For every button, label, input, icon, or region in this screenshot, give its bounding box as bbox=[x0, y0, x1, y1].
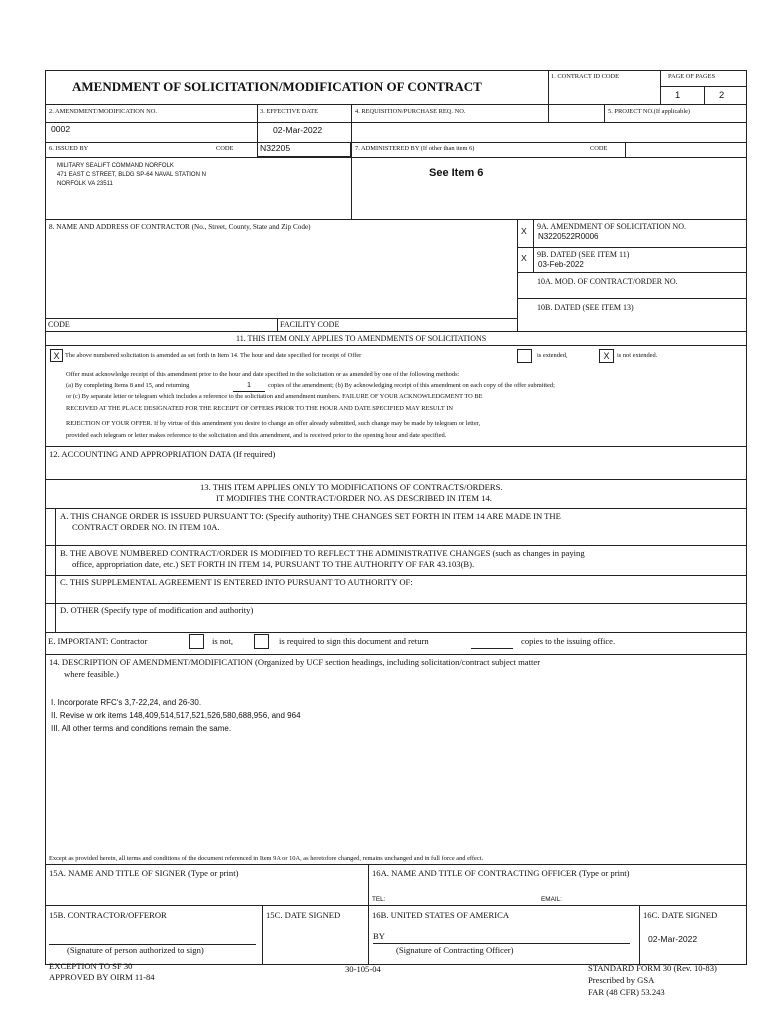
item11-header: 11. THIS ITEM ONLY APPLIES TO AMENDMENTS OF SOLICITATIONS bbox=[236, 334, 487, 343]
item9b-value: 03-Feb-2022 bbox=[538, 260, 584, 269]
is-required-label: is required to sign this document and return bbox=[279, 636, 429, 646]
issued-code-value: N32205 bbox=[260, 143, 291, 153]
email-label: EMAIL: bbox=[541, 896, 562, 903]
item14-line2: where feasible.) bbox=[64, 669, 119, 679]
except-text: Except as provided herein, all terms and conditions of the document referenced in Item 9A or 10A, as heretofore changed, remains unchanged and in full force and effect. bbox=[49, 855, 484, 862]
effective-date-label: 3. EFFECTIVE DATE bbox=[260, 108, 319, 115]
is-not-label: is not, bbox=[212, 636, 234, 646]
item15b-label: 15B. CONTRACTOR/OFFEROR bbox=[49, 910, 167, 920]
description-line3: III. All other terms and conditions remain the same. bbox=[51, 724, 232, 733]
item9a-label: 9A. AMENDMENT OF SOLICITATION NO. bbox=[537, 222, 686, 231]
item11-text: The above numbered solicitation is amended as set forth in Item 14. The hour and date specified for receipt of Offer bbox=[65, 352, 362, 359]
page-total: 2 bbox=[719, 89, 725, 100]
item9a-x-mark: X bbox=[521, 226, 527, 236]
is-not-extended-label: is not extended. bbox=[617, 352, 658, 359]
copies-blank[interactable] bbox=[471, 648, 513, 649]
item9b-label: 9B. DATED (SEE ITEM 11) bbox=[537, 250, 630, 259]
tel-label: TEL: bbox=[372, 896, 386, 903]
footer-standard-form: STANDARD FORM 30 (Rev. 10-83) bbox=[588, 963, 717, 973]
offer-instructions-line5: REJECTION OF YOUR OFFER. If by virtue of this amendment you desire to change an offer already submitted, such change may be made by telegram or letter, bbox=[66, 420, 481, 427]
footer-approved: APPROVED BY OIRM 11-84 bbox=[49, 972, 155, 982]
contractor-code-label: CODE bbox=[48, 320, 70, 329]
item16c-label: 16C. DATE SIGNED bbox=[643, 910, 718, 920]
facility-code-label: FACILITY CODE bbox=[280, 320, 340, 329]
footer-far: FAR (48 CFR) 53.243 bbox=[588, 987, 665, 997]
item13c-label: C. THIS SUPPLEMENTAL AGREEMENT IS ENTERED INTO PURSUANT TO AUTHORITY OF: bbox=[60, 577, 413, 587]
item13-line1: 13. THIS ITEM APPLIES ONLY TO MODIFICATIONS OF CONTRACTS/ORDERS. bbox=[200, 482, 503, 492]
contractor-label: 8. NAME AND ADDRESS OF CONTRACTOR (No., Street, County, State and Zip Code) bbox=[49, 223, 311, 231]
not-extended-checkbox[interactable]: X bbox=[599, 349, 614, 363]
item14-line1: 14. DESCRIPTION OF AMENDMENT/MODIFICATION (Organized by UCF section headings, including solicitation/contract subject matter bbox=[49, 657, 541, 667]
admin-code-label: CODE bbox=[590, 145, 608, 152]
amendment-no-label: 2. AMENDMENT/MODIFICATION NO. bbox=[49, 108, 157, 115]
administered-by-label: 7. ADMINISTERED BY (If other than item 6) bbox=[355, 145, 475, 152]
offer-instructions-line4: RECEIVED AT THE PLACE DESIGNATED FOR THE RECEIPT OF OFFERS PRIOR TO THE HOUR AND DATE SPECIFIED MAY RESULT IN bbox=[66, 405, 453, 412]
item11-checkbox[interactable]: X bbox=[50, 349, 63, 362]
footer-exception: EXCEPTION TO SF 30 bbox=[49, 961, 133, 971]
item13-line2: IT MODIFIES THE CONTRACT/ORDER NO. AS DESCRIBED IN ITEM 14. bbox=[216, 493, 492, 503]
signature-officer-caption: (Signature of Contracting Officer) bbox=[396, 945, 514, 955]
item12-label: 12. ACCOUNTING AND APPROPRIATION DATA (If required) bbox=[49, 449, 276, 459]
footer-prescribed: Prescribed by GSA bbox=[588, 975, 655, 985]
item9b-x-mark: X bbox=[521, 253, 527, 263]
issued-code-label: CODE bbox=[216, 145, 234, 152]
page-number: 1 bbox=[675, 89, 681, 100]
is-not-checkbox[interactable] bbox=[189, 634, 204, 649]
item16c-value: 02-Mar-2022 bbox=[648, 934, 698, 944]
item16a-label: 16A. NAME AND TITLE OF CONTRACTING OFFICER (Type or print) bbox=[372, 868, 630, 878]
item13a-line1: A. THIS CHANGE ORDER IS ISSUED PURSUANT TO: (Specify authority) THE CHANGES SET FORTH IN ITEM 14 ARE MADE IN THE bbox=[60, 511, 561, 521]
page-of-pages-label: PAGE OF PAGES bbox=[668, 73, 716, 80]
offer-instructions-line2a: (a) By completing Items 8 and 15, and returning bbox=[66, 382, 190, 389]
footer-form-code: 30-105-04 bbox=[345, 964, 381, 974]
item13b-line2: office, appropriation date, etc.) SET FORTH IN ITEM 14, PURSUANT TO THE AUTHORITY OF FAR 43.103(B). bbox=[72, 559, 475, 569]
item15a-label: 15A. NAME AND TITLE OF SIGNER (Type or print) bbox=[49, 868, 239, 878]
extended-checkbox[interactable] bbox=[517, 349, 532, 363]
requisition-label: 4. REQUISITION/PURCHASE REQ. NO. bbox=[355, 108, 466, 115]
description-line2: II. Revise w ork items 148,409,514,517,521,526,580,688,956, and 964 bbox=[51, 711, 301, 720]
offer-instructions-line3: or (c) By separate letter or telegram which includes a reference to the solicitation and amendment numbers. FAILURE OF YOUR ACKNOWLEDGMENT TO BE bbox=[66, 393, 483, 400]
description-line1: I. Incorporate RFC's 3,7-22,24, and 26-30. bbox=[51, 698, 202, 707]
is-extended-label: is extended, bbox=[537, 352, 568, 359]
copies-to-label: copies to the issuing office. bbox=[521, 636, 616, 646]
by-label: BY bbox=[373, 931, 385, 941]
contract-id-label: 1. CONTRACT ID CODE bbox=[551, 73, 620, 80]
issuer-address-line1: MILITARY SEALIFT COMMAND NORFOLK bbox=[57, 163, 174, 169]
offer-instructions-line1: Offer must acknowledge receipt of this amendment prior to the hour and date specified in the solicitation or as amended by one of the following methods: bbox=[66, 371, 460, 378]
offer-instructions-line6: provided each telegram or letter makes reference to the solicitation and this amendment, and is received prior to the opening hour and date specified. bbox=[66, 432, 447, 439]
officer-signature-line[interactable] bbox=[373, 943, 630, 944]
project-no-label: 5. PROJECT NO.(If applicable) bbox=[608, 108, 691, 115]
effective-date-value: 02-Mar-2022 bbox=[273, 125, 323, 135]
offer-instructions-line2b: copies of the amendment; (b) By acknowledging receipt of this amendment on each copy of the offer submitted; bbox=[268, 382, 555, 389]
offer-copies-value: 1 bbox=[247, 380, 251, 389]
item13d-label: D. OTHER (Specify type of modification and authority) bbox=[60, 605, 254, 615]
item10a-label: 10A. MOD. OF CONTRACT/ORDER NO. bbox=[537, 277, 678, 286]
issuer-address-line2: 471 EAST C STREET, BLDG SP-64 NAVAL STATION N bbox=[57, 172, 206, 178]
signature-person-caption: (Signature of person authorized to sign) bbox=[67, 945, 204, 955]
amendment-no-value: 0002 bbox=[51, 124, 71, 134]
issued-by-label: 6. ISSUED BY bbox=[49, 145, 89, 152]
item15c-label: 15C. DATE SIGNED bbox=[266, 910, 341, 920]
item16b-label: 16B. UNITED STATES OF AMERICA bbox=[372, 910, 510, 920]
issuer-address-line3: NORFOLK VA 23511 bbox=[57, 181, 113, 187]
item13a-line2: CONTRACT ORDER NO. IN ITEM 10A. bbox=[72, 522, 220, 532]
item13b-line1: B. THE ABOVE NUMBERED CONTRACT/ORDER IS MODIFIED TO REFLECT THE ADMINISTRATIVE CHANGES (such as changes in paying bbox=[60, 548, 585, 558]
form-title: AMENDMENT OF SOLICITATION/MODIFICATION OF CONTRACT bbox=[72, 79, 482, 94]
see-item-6: See Item 6 bbox=[429, 167, 484, 179]
is-required-checkbox[interactable] bbox=[254, 634, 269, 649]
important-label: E. IMPORTANT: Contractor bbox=[48, 636, 148, 646]
item9a-value: N3220522R0006 bbox=[538, 232, 599, 241]
item10b-label: 10B. DATED (SEE ITEM 13) bbox=[537, 303, 634, 312]
